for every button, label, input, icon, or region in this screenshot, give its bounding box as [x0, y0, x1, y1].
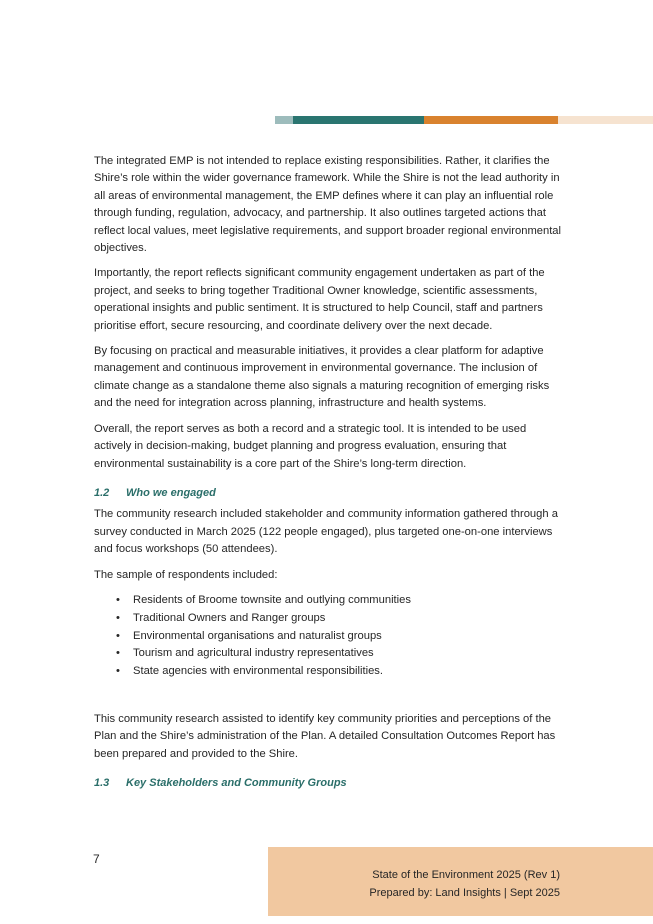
- spacer: [94, 681, 566, 711]
- section-title: Who we engaged: [126, 486, 216, 499]
- header-bar-segment-teal: [293, 116, 424, 124]
- list-item: • Residents of Broome townsite and outlying communities: [116, 592, 566, 610]
- paragraph-research-outcome: This community research assisted to identify key community priorities and perceptions of the Plan and the Shire’s administration of the Plan. A detailed Consultation Outcomes Report has been prepared and provided to the Shire.: [94, 712, 556, 760]
- paragraph-research-intro: The community research included stakeholder and community information gathered through a survey conducted in March 2025 (122 people engaged), plus targeted one-on-one interviews and focus workshops (50 attendees).: [94, 508, 558, 556]
- paragraph-strategic-tool: Overall, the report serves as both a record and a strategic tool. It is intended to be used actively in decision-making, budget planning and progress evaluation, ensuring that environmental sustainability is a core part of the Shire’s long-term direction.: [94, 422, 527, 470]
- list-item: • State agencies with environmental responsibilities.: [116, 663, 566, 681]
- paragraph-emp-role: The integrated EMP is not intended to replace existing responsibilities. Rather, it clarifies the Shire’s role within the wider governance framework. While the Shire is not the lead authority in all areas of environmental management, the EMP defines where it can play an influential role through funding, regulation, advocacy, and partnership. It also outlines targeted actions that reflect local values, meet legislative requirements, and support broader regional environmental objectives.: [94, 155, 562, 255]
- body-content: [94, 153, 566, 797]
- section-number: 1.2: [94, 486, 110, 499]
- section-title: Key Stakeholders and Community Groups: [126, 777, 347, 790]
- header-bar-segment-cream: [558, 116, 653, 124]
- respondent-list: [94, 592, 566, 681]
- section-heading-key-stakeholders: [94, 775, 566, 792]
- section-heading-who-we-engaged: [94, 485, 566, 502]
- list-item: • Environmental organisations and naturalist groups: [116, 628, 566, 646]
- footer-prepared-by: Prepared by: Land Insights | Sept 2025: [369, 887, 560, 899]
- paragraph-community-engagement: Importantly, the report reflects significant community engagement undertaken as part of the project, and seeks to bring together Traditional Owner knowledge, scientific assessments, operational insights and public sentiment. It is structured to help Council, staff and partners prioritise effort, secure resourcing, and coordinate delivery over the next decade.: [94, 267, 545, 332]
- footer-band: [268, 847, 653, 916]
- page-number: 7: [93, 852, 100, 866]
- header-bar-segment-light-teal: [275, 116, 293, 124]
- list-item: • Tourism and agricultural industry representatives: [116, 645, 566, 663]
- paragraph-sample-intro: The sample of respondents included:: [94, 568, 278, 581]
- footer-document-title: State of the Environment 2025 (Rev 1): [372, 869, 560, 881]
- paragraph-practical-initiatives: By focusing on practical and measurable initiatives, it provides a clear platform for adaptive management and continuous improvement in environmental governance. The inclusion of climate change as a standalone theme also signals a maturing recognition of emerging risks and the need for integration across planning, infrastructure and health systems.: [94, 345, 550, 410]
- list-item: • Traditional Owners and Ranger groups: [116, 610, 566, 628]
- section-number: 1.3: [94, 777, 110, 790]
- header-bar-segment-orange: [424, 116, 558, 124]
